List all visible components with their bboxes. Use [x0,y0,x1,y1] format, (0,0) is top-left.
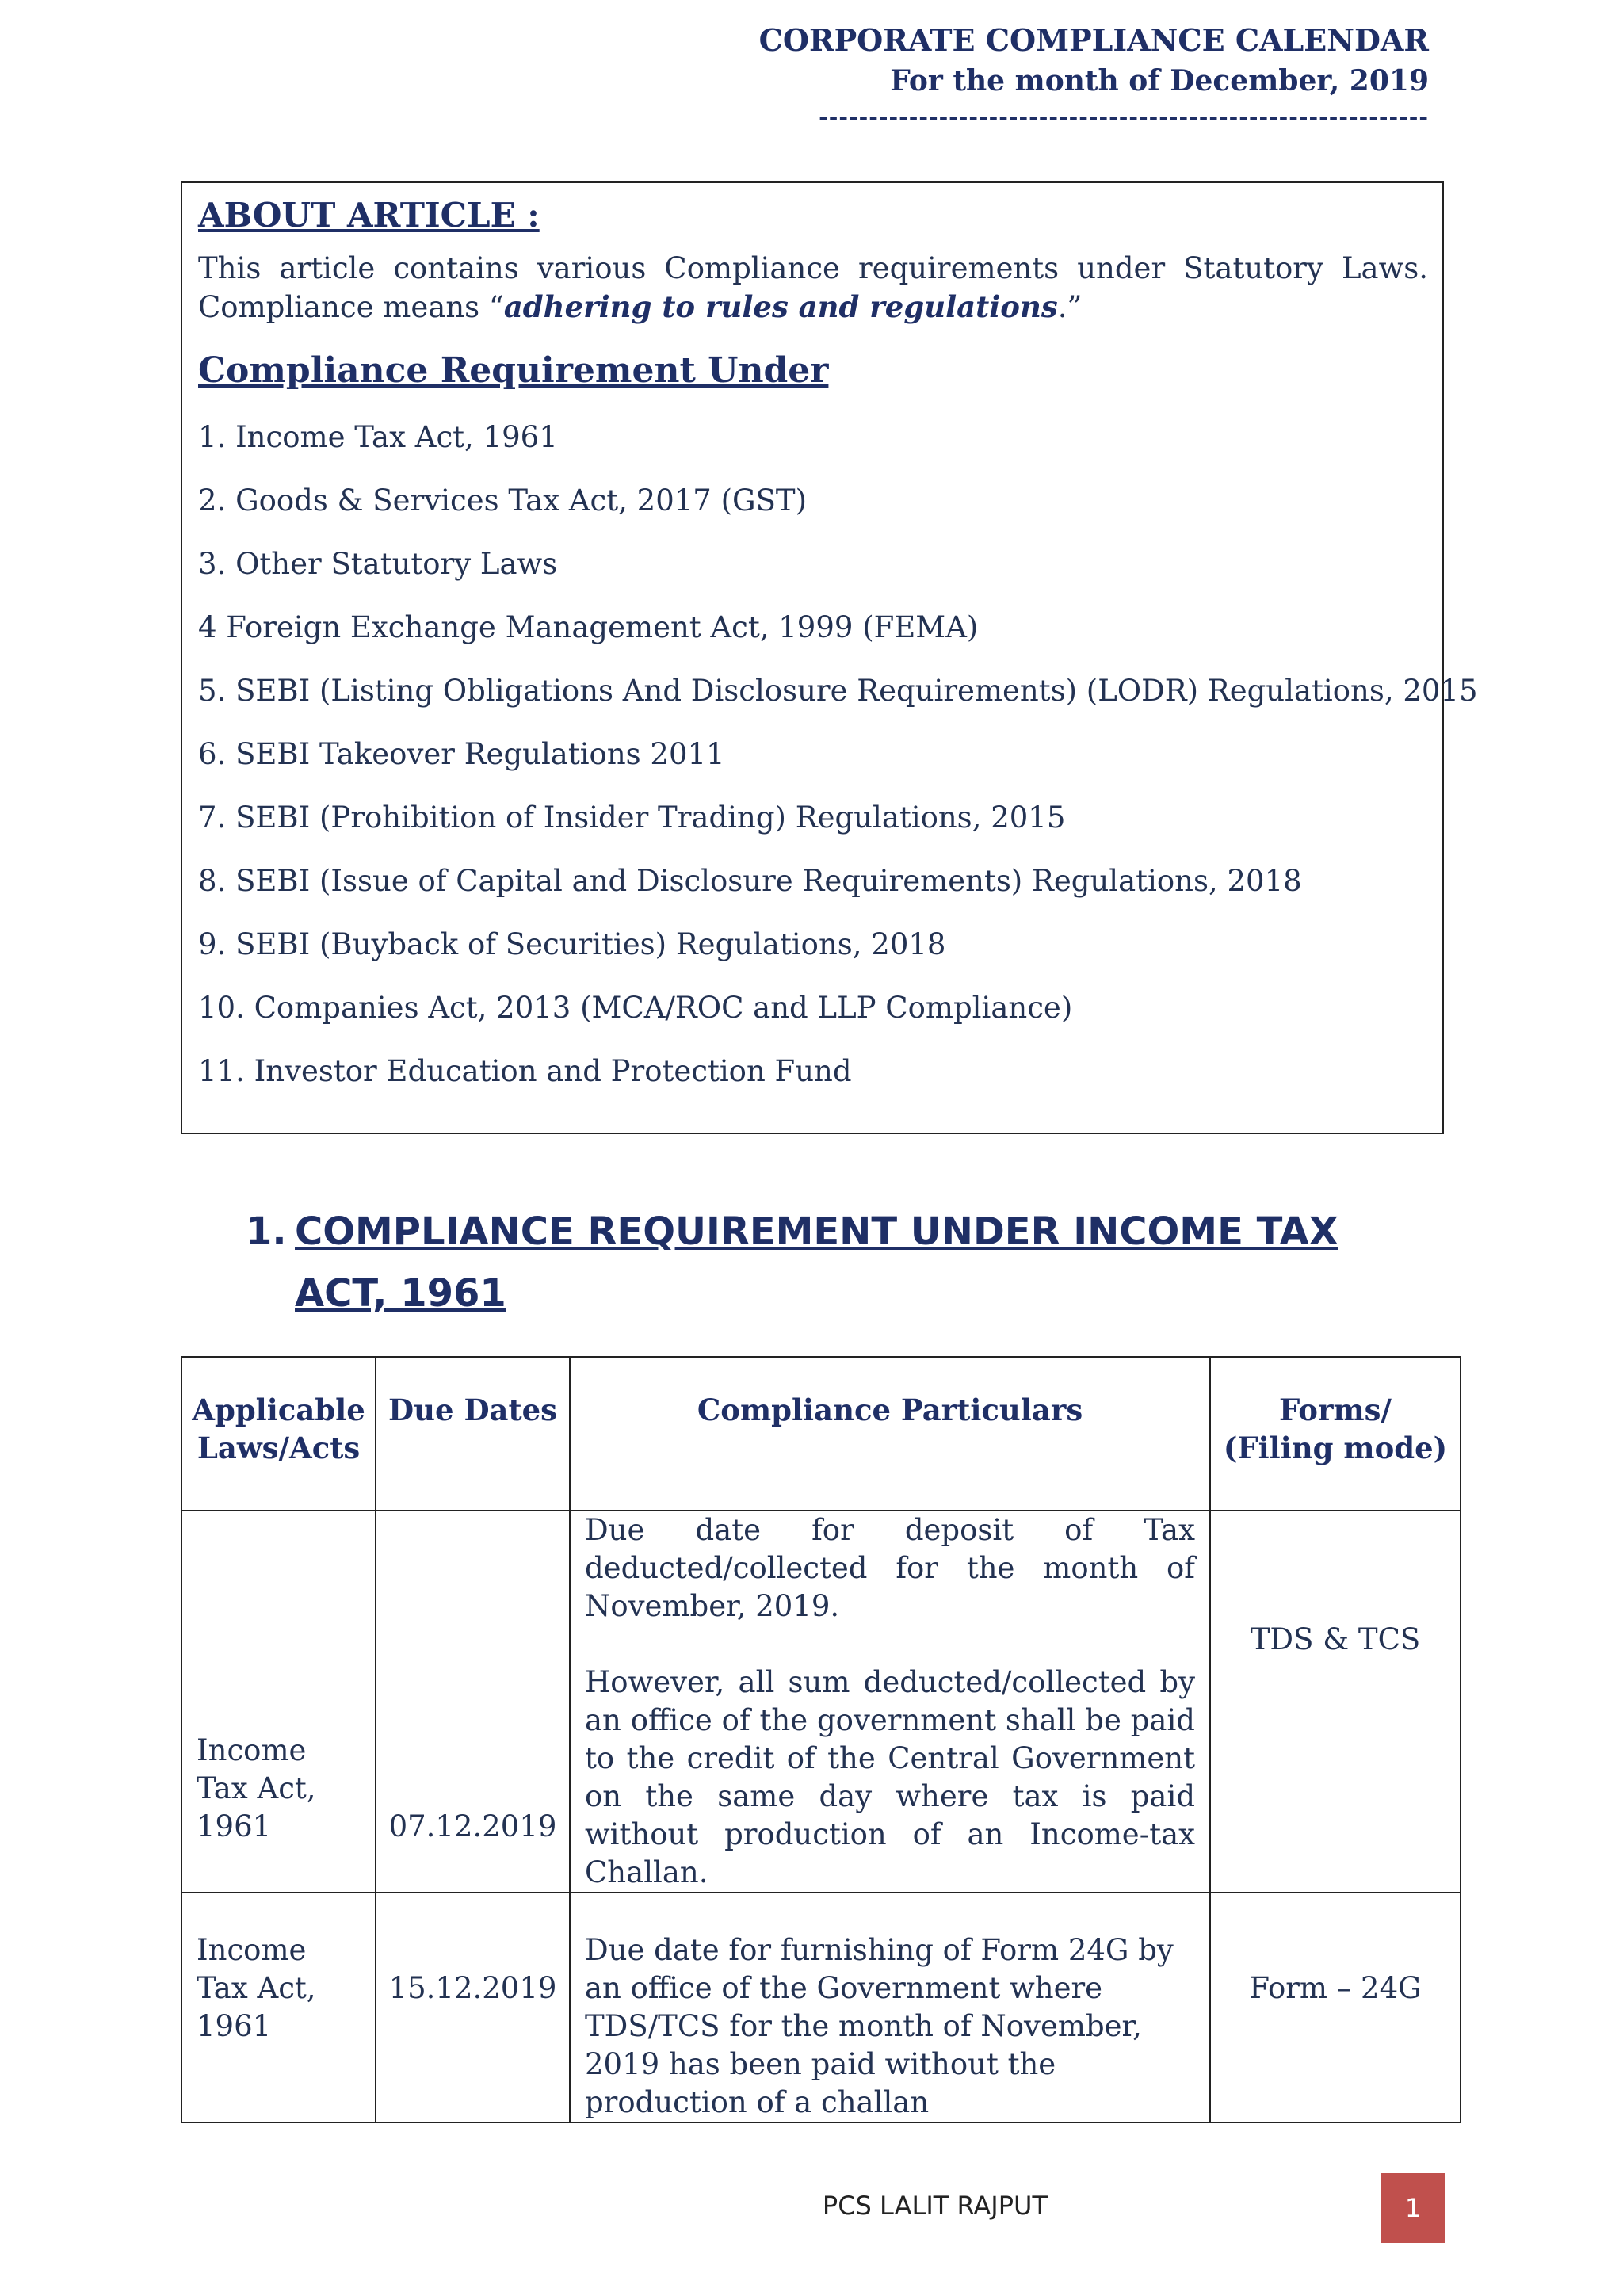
particulars-paragraph: However, all sum deducted/collected by an office of the government shall be paid to the credit of the Central Government on the same day where tax is paid without production of an Income-tax Challan. [585,1665,1195,1889]
cell-form: Form – 24G [1210,1893,1461,2122]
document-subtitle: For the month of December, 2019 [890,64,1429,97]
header-due-dates: Due Dates [376,1357,570,1511]
section-number: 1. [246,1209,287,1254]
list-item: 5. SEBI (Listing Obligations And Disclosure Requirements) (LODR) Regulations, 2015 [198,674,1478,708]
list-item: 1. Income Tax Act, 1961 [198,420,558,454]
list-item: 10. Companies Act, 2013 (MCA/ROC and LLP Compliance) [198,991,1073,1025]
list-item: 11. Investor Education and Protection Fund [198,1054,852,1088]
list-item: 7. SEBI (Prohibition of Insider Trading) Regulations, 2015 [198,800,1066,835]
page-header [759,21,1429,133]
header-forms: Forms/ (Filing mode) [1210,1357,1461,1511]
about-text-emphasis: adhering to rules and regulations [503,289,1058,324]
compliance-table [181,1356,1461,2123]
table-row [181,1511,1461,1893]
cell-due-date: 15.12.2019 [376,1893,570,2122]
requirement-list [198,406,1478,1103]
section-title: COMPLIANCE REQUIREMENT UNDER INCOME TAX ACT, 1961 [295,1209,1338,1316]
cell-form: TDS & TCS [1210,1511,1461,1893]
table-row [181,1893,1461,2122]
list-item: 9. SEBI (Buyback of Securities) Regulations, 2018 [198,927,946,961]
list-item: 2. Goods & Services Tax Act, 2017 (GST) [198,483,808,518]
about-text-before: This article contains various Compliance requirements under Statutory Laws. Compliance means “ [198,251,1428,324]
about-text-after: .” [1057,290,1083,324]
about-article-box [181,181,1478,1134]
particulars-paragraph: Due date for deposit of Tax deducted/collected for the month of November, 2019. [585,1513,1195,1623]
table-header-row [181,1357,1461,1511]
cell-particulars [570,1511,1210,1893]
header-applicable-laws: Applicable Laws/Acts [181,1357,376,1511]
requirement-heading: Compliance Requirement Under [198,350,829,391]
cell-law: Income Tax Act, 1961 [181,1893,376,2122]
cell-law: Income Tax Act, 1961 [181,1511,376,1893]
list-item: 8. SEBI (Issue of Capital and Disclosure Requirements) Regulations, 2018 [198,864,1302,898]
list-item: 6. SEBI Takeover Regulations 2011 [198,737,725,771]
cell-particulars: Due date for furnishing of Form 24G by an office of the Government where TDS/TCS for the month of November, 2019 has been paid without the production of a challan [570,1893,1210,2122]
about-article-text [198,250,1428,327]
page-number-badge: 1 [1381,2173,1445,2243]
cell-due-date: 07.12.2019 [376,1511,570,1893]
footer-author: PCS LALIT RAJPUT [822,2191,1048,2221]
section-heading-income-tax [246,1201,1395,1324]
paragraph-gap [585,1626,1195,1664]
document-title: CORPORATE COMPLIANCE CALENDAR [758,22,1429,58]
header-rule: ------------------------------------------------------------- [819,104,1429,130]
list-item: 3. Other Statutory Laws [198,547,558,581]
list-item: 4 Foreign Exchange Management Act, 1999 (FEMA) [198,610,979,644]
about-article-title: ABOUT ARTICLE : [198,196,540,235]
header-compliance-particulars: Compliance Particulars [570,1357,1210,1511]
